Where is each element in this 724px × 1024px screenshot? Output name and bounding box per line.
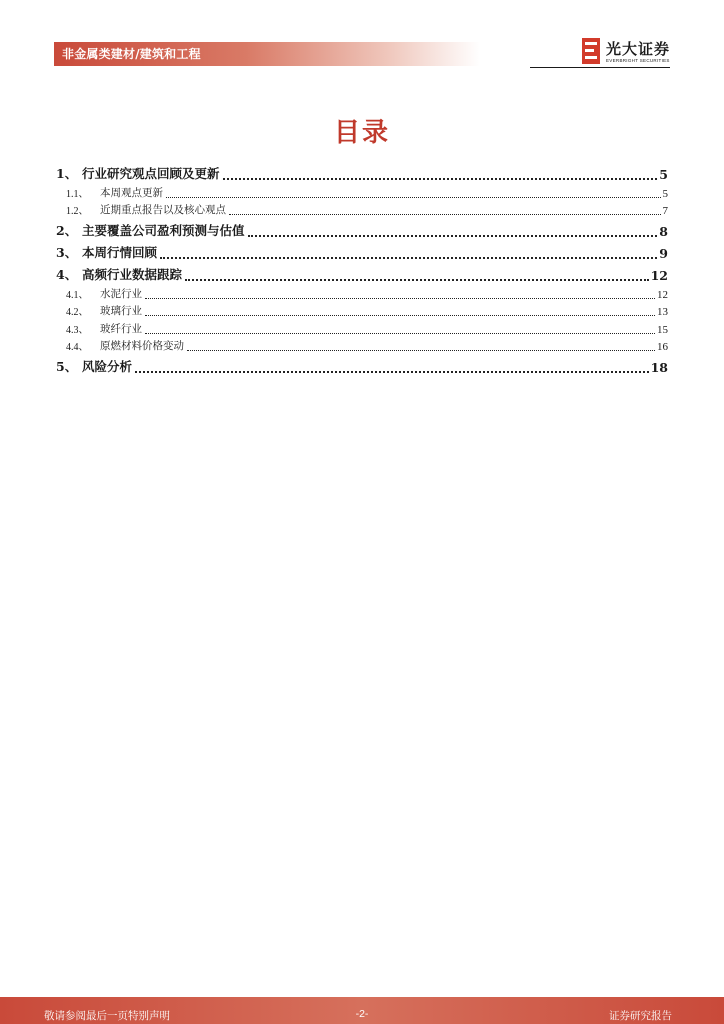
toc-entry-page[interactable]: 5: [662, 187, 668, 200]
toc-leader-dots: [187, 350, 655, 351]
toc-entry-number: 4.3、: [66, 324, 89, 336]
footer-disclaimer-note: 敬请参阅最后一页特别声明: [44, 1010, 170, 1022]
toc-leader-dots: [248, 235, 658, 237]
header-divider: [530, 67, 670, 68]
toc-entry-title[interactable]: 原燃材料价格变动: [100, 340, 184, 352]
toc-entry-number: 1、: [56, 166, 78, 181]
toc-entry-page[interactable]: 18: [650, 360, 668, 375]
toc-entry-title[interactable]: 高频行业数据跟踪: [82, 267, 183, 282]
table-of-contents: [56, 160, 668, 375]
toc-entry-number: 4.4、: [66, 342, 89, 353]
toc-entry-number: 4、: [56, 267, 78, 282]
toc-entry[interactable]: [56, 283, 668, 301]
toc-entry-title[interactable]: 本周观点更新: [100, 186, 163, 199]
toc-entry-page[interactable]: 8: [659, 224, 668, 239]
toc-entry-page[interactable]: 16: [657, 341, 668, 353]
toc-leader-dots: [145, 333, 655, 334]
toc-entry-title[interactable]: 玻纤行业: [100, 322, 142, 335]
toc-entry-title[interactable]: 水泥行业: [100, 287, 142, 300]
toc-leader-dots: [229, 214, 661, 215]
toc-entry-title[interactable]: 本周行情回顾: [82, 245, 158, 260]
footer-report-type: 证券研究报告: [609, 1010, 672, 1022]
logo-chinese-name: 光大证券: [606, 40, 671, 58]
toc-entry-title[interactable]: 近期重点报告以及核心观点: [100, 204, 226, 216]
toc-entry-title[interactable]: 主要覆盖公司盈利预测与估值: [82, 223, 245, 238]
toc-entry[interactable]: [56, 301, 668, 319]
toc-entry-number: 1.1、: [66, 188, 89, 200]
toc-leader-dots: [223, 178, 658, 180]
toc-entry[interactable]: [56, 200, 668, 218]
page-number: -2-: [355, 1008, 369, 1020]
logo-english-name: EVERBRIGHT SECURITIES: [606, 58, 670, 63]
toc-entry-page[interactable]: 5: [659, 167, 668, 182]
toc-leader-dots: [166, 197, 661, 198]
toc-entry[interactable]: [56, 217, 668, 239]
toc-entry-title[interactable]: 风险分析: [82, 359, 133, 374]
toc-entry-page[interactable]: 7: [662, 205, 668, 217]
toc-entry-title[interactable]: 玻璃行业: [100, 305, 142, 317]
toc-entry-page[interactable]: 12: [650, 268, 668, 283]
toc-leader-dots: [145, 315, 655, 316]
toc-entry-number: 2、: [56, 223, 78, 238]
logo-mark-icon: [582, 38, 600, 64]
toc-entry[interactable]: [56, 353, 668, 375]
toc-entry[interactable]: [56, 318, 668, 336]
header-section-label: 非金属类建材/建筑和工程: [62, 47, 201, 61]
toc-leader-dots: [145, 298, 655, 299]
toc-entry-page[interactable]: 13: [657, 306, 668, 318]
toc-entry-number: 1.2、: [66, 206, 89, 217]
toc-leader-dots: [160, 257, 657, 259]
page-title: 目录: [333, 118, 390, 148]
toc-entry-page[interactable]: 9: [659, 246, 668, 261]
toc-leader-dots: [135, 371, 649, 373]
toc-leader-dots: [185, 279, 649, 281]
toc-entry-title[interactable]: 行业研究观点回顾及更新: [82, 166, 220, 181]
toc-entry-page[interactable]: 12: [657, 288, 668, 301]
toc-entry[interactable]: [56, 261, 668, 283]
toc-entry-number: 3、: [56, 245, 78, 260]
toc-entry[interactable]: [56, 182, 668, 200]
toc-entry-number: 4.1、: [66, 289, 89, 301]
toc-entry-page[interactable]: 15: [657, 323, 668, 336]
toc-entry[interactable]: [56, 336, 668, 354]
toc-entry[interactable]: [56, 160, 668, 182]
company-logo: [582, 38, 672, 66]
toc-entry[interactable]: [56, 239, 668, 261]
toc-entry-number: 4.2、: [66, 307, 89, 318]
toc-entry-number: 5、: [56, 359, 78, 374]
